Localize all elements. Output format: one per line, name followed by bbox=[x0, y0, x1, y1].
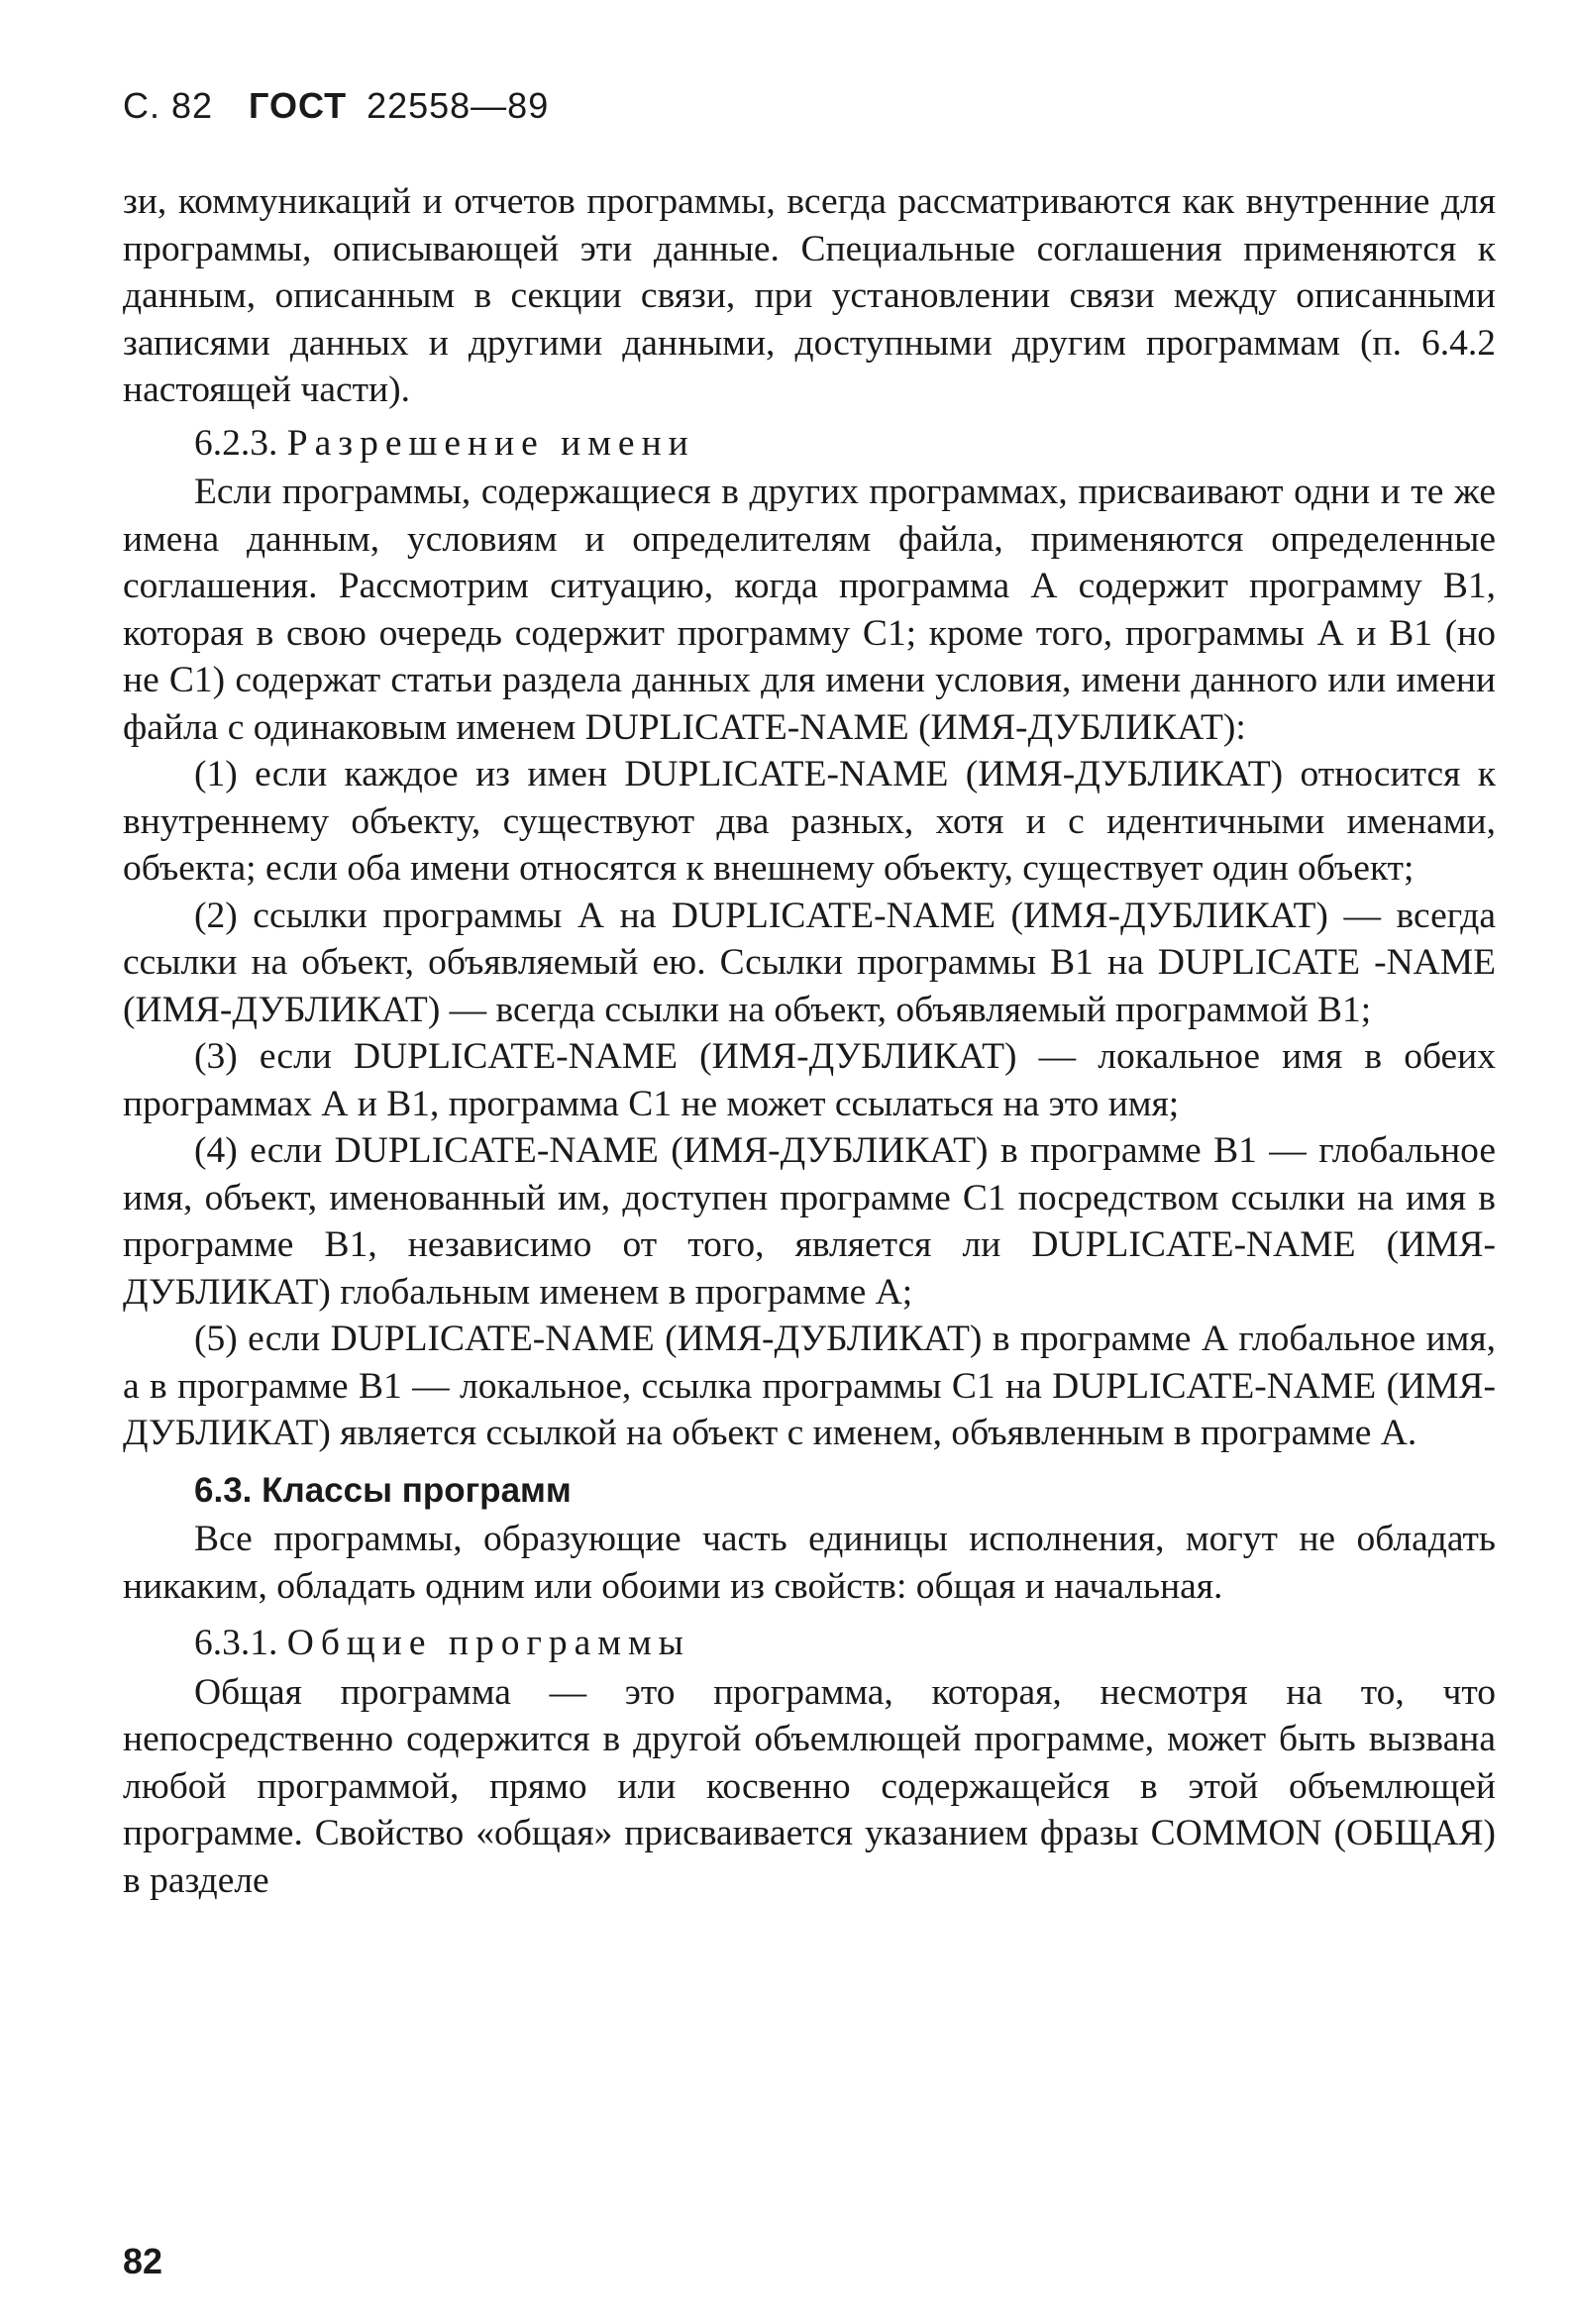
paragraph: Общая программа — это программа, которая, несмотря на то, что непосредственно содержится в другой объемлющей программе, может быть вызвана любой программой, прямо или косвенно содержащейся в этой объемлющей программе. Свойство «общая» присваивается указанием фразы COMMON (ОБЩАЯ) в разделе bbox=[123, 1671, 1496, 1901]
section-heading-6-3 bbox=[123, 1467, 1496, 1515]
section-title: 6.3. Классы программ bbox=[194, 1470, 572, 1510]
paragraph: Все программы, образующие часть единицы исполнения, могут не обладать никаким, обладать одним или обоими из свойств: общая и начальная. bbox=[123, 1519, 1496, 1607]
section-heading-6-3-1 bbox=[123, 1620, 1496, 1667]
list-item: (5) если DUPLICATE-NAME (ИМЯ-ДУБЛИКАТ) в программе А глобальное имя, а в программе В1 — локальное, ссылка программы С1 на DUPLICATE-NAME (ИМЯ-ДУБЛИКАТ) является ссылкой на объект с именем, объявленным в программе А. bbox=[123, 1319, 1496, 1453]
page-body bbox=[123, 178, 1496, 1904]
section-title: Общие программы bbox=[286, 1623, 690, 1663]
intro-paragraph: зи, коммуникаций и отчетов программы, всегда рассматриваются как внутренние для программы, описывающей эти данные. Специальные соглашения применяются к данным, описанным в секции связи, при установлении связи между описанными записями данных и другими данными, доступными другим программам (п. 6.4.2 настоящей части). bbox=[123, 181, 1496, 410]
section-number: 6.3.1. bbox=[194, 1623, 278, 1663]
section-number: 6.2.3. bbox=[194, 422, 278, 464]
list-item: (3) если DUPLICATE-NAME (ИМЯ-ДУБЛИКАТ) — локальное имя в обеих программах А и В1, программа С1 не может ссылаться на это имя; bbox=[123, 1036, 1496, 1124]
standard-label: ГОСТ bbox=[249, 85, 348, 126]
list-item: (2) ссылки программы А на DUPLICATE-NAME (ИМЯ-ДУБЛИКАТ) — всегда ссылки на объект, объявляемый ею. Ссылки программы В1 на DUPLICATE -NAME (ИМЯ-ДУБЛИКАТ) — всегда ссылки на объект, объявляемый программой В1; bbox=[123, 895, 1496, 1030]
section-title: Разрешение имени bbox=[286, 422, 695, 464]
page-header bbox=[123, 85, 549, 127]
section-heading-6-2-3 bbox=[123, 420, 1496, 468]
list-item: (1) если каждое из имен DUPLICATE-NAME (ИМЯ-ДУБЛИКАТ) относится к внутреннему объекту, существуют два разных, хотя и с идентичными именами, объекта; если оба имени относятся к внешнему объекту, существует один объект; bbox=[123, 754, 1496, 889]
page-number: 82 bbox=[123, 2241, 163, 2281]
list-item: (4) если DUPLICATE-NAME (ИМЯ-ДУБЛИКАТ) в программе В1 — глобальное имя, объект, именованный им, доступен программе С1 посредством ссылки на имя в программе В1, независимо от того, является ли DUPLICATE-NAME (ИМЯ-ДУБЛИКАТ) глобальным именем в программе А; bbox=[123, 1130, 1496, 1313]
page-label: С. 82 bbox=[123, 85, 214, 126]
paragraph: Если программы, содержащиеся в других программах, присваивают одни и те же имена данным, условиям и определителям файла, применяются определенные соглашения. Рассмотрим ситуацию, когда программа А содержит программу В1, которая в свою очередь содержит программу С1; кроме того, программы А и В1 (но не С1) содержат статьи раздела данных для имени условия, имени данного или имени файла с одинаковым именем DUPLICATE-NAME (ИМЯ-ДУБЛИКАТ): bbox=[123, 472, 1496, 748]
standard-number: 22558—89 bbox=[367, 85, 550, 126]
